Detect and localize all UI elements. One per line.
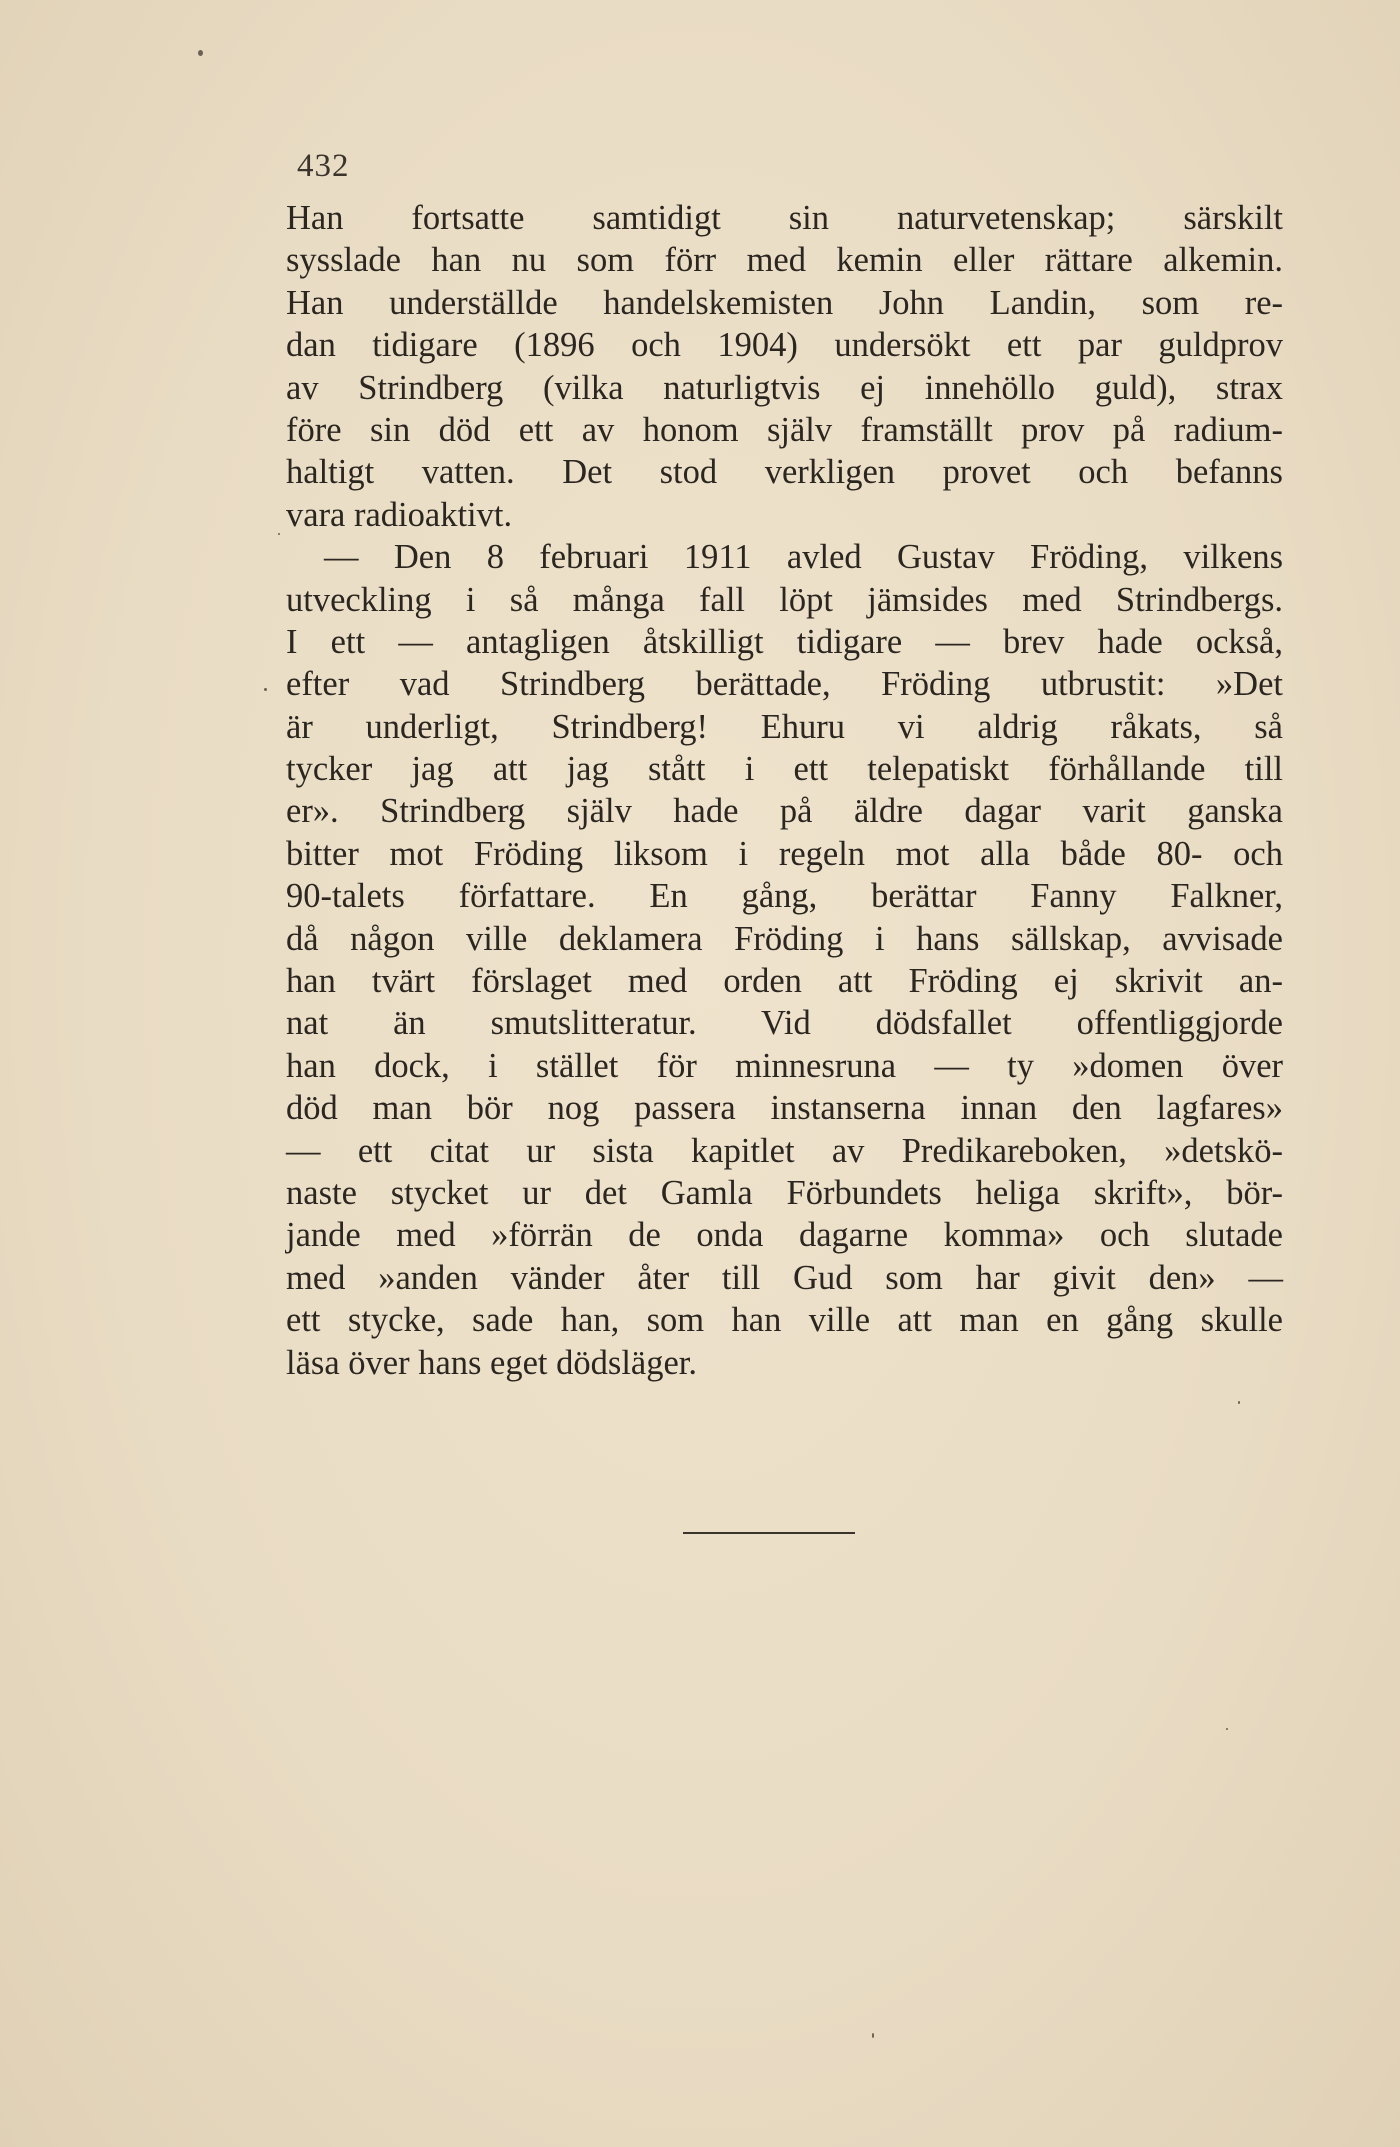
text-line: av Strindberg (vilka naturligtvis ej innehöllo guld), strax (286, 368, 1283, 407)
text-line: han dock, i stället för minnesruna — ty »domen över (286, 1046, 1283, 1085)
text-line: dan tidigare (1896 och 1904) undersökt ett par guldprov (286, 326, 1283, 365)
text-line: sysslade han nu som förr med kemin eller rättare alkemin. (286, 241, 1283, 280)
text-line: då någon ville deklamera Fröding i hans sällskap, avvisade (286, 919, 1283, 958)
text-line: är underligt, Strindberg! Ehuru vi aldrig råkats, så (286, 707, 1283, 746)
text-line: ett stycke, sade han, som han ville att man en gång skulle (286, 1301, 1283, 1340)
text-line: Han fortsatte samtidigt sin naturvetenskap; särskilt (286, 199, 1283, 237)
paper-speck (198, 50, 203, 56)
text-line: nat än smutslitteratur. Vid dödsfallet offentliggjorde (286, 1004, 1283, 1043)
text-line: död man bör nog passera instanserna innan den lagfares» (286, 1089, 1283, 1128)
text-line: 90-talets författare. En gång, berättar Fanny Falkner, (286, 877, 1283, 916)
paper-speck (1238, 1401, 1240, 1404)
page-number: 432 (297, 148, 350, 184)
chapter-end-rule (683, 1532, 855, 1534)
paragraph-end-line: vara radioaktivt. (286, 495, 513, 534)
paragraph-end-line: läsa över hans eget dödsläger. (286, 1343, 697, 1382)
text-line: er». Strindberg själv hade på äldre dagar varit ganska (286, 792, 1283, 831)
text-line: tycker jag att jag stått i ett telepatiskt förhållande till (286, 750, 1283, 789)
text-line: — Den 8 februari 1911 avled Gustav Fröding, vilkens (324, 538, 1283, 577)
body-text (286, 197, 1283, 1384)
paper-speck (278, 533, 280, 535)
text-line: naste stycket ur det Gamla Förbundets heliga skrift», bör- (286, 1173, 1283, 1212)
text-line: utveckling i så många fall löpt jämsides med Strindbergs. (286, 580, 1283, 619)
paper-speck (264, 688, 267, 691)
text-line: efter vad Strindberg berättade, Fröding utbrustit: »Det (286, 665, 1283, 704)
paper-speck (872, 2033, 874, 2038)
text-line: bitter mot Fröding liksom i regeln mot alla både 80- och (286, 834, 1283, 873)
text-line: I ett — antagligen åtskilligt tidigare — brev hade också, (286, 622, 1283, 661)
text-line: Han underställde handelskemisten John Landin, som re- (286, 283, 1283, 322)
paper-speck (1226, 1728, 1228, 1730)
text-line: haltigt vatten. Det stod verkligen provet och befanns (286, 453, 1283, 492)
text-line: han tvärt förslaget med orden att Fröding ej skrivit an- (286, 962, 1283, 1001)
text-line: — ett citat ur sista kapitlet av Predikareboken, »detskö- (286, 1131, 1283, 1170)
text-line: före sin död ett av honom själv framställt prov på radium- (286, 410, 1283, 449)
text-line: med »anden vänder åter till Gud som har givit den» — (286, 1258, 1283, 1297)
text-line: jande med »förrän de onda dagarne komma» och slutade (286, 1216, 1283, 1255)
